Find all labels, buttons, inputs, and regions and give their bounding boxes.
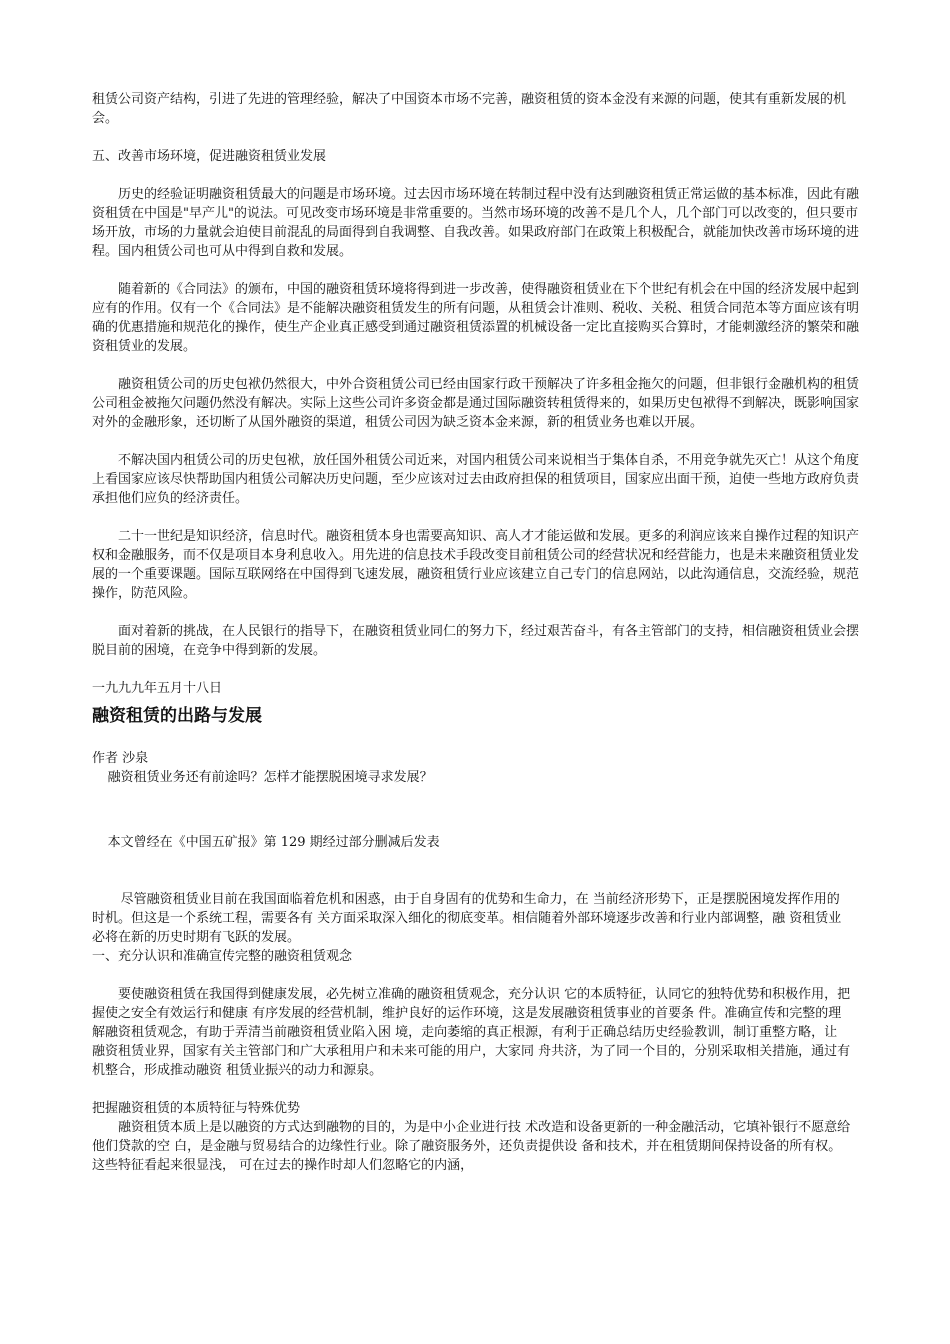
paragraph-essence: 融资租赁本质上是以融资的方式达到融物的目的，为是中小企业进行技 术改造和设备更新的一种金融活动，它填补银行不愿意给他们贷款的空 白，是金融与贸易结合的边缘性行业。除了融资服务外，还负责提供设 备和技术，并在租赁期间保持设备的所有权。这些特征看起来很显浅， 可在过去的操作时却人们忽略它的内涵，: [92, 1120, 851, 1173]
paragraph-concept: 要使融资租赁在我国得到健康发展，必先树立准确的融资租赁观念，充分认识 它的本质特征，认同它的独特优势和积极作用，把握使之安全有效运行和健康 有序发展的经营机制，维护良好的运作环境，这是发展融资租赁事业的首要条 件。准确宣传和完整的理解融资租赁观念，有助于弄清当前融资租赁业陷入困 境，走向萎缩的真正根源，有利于正确总结历史经验教训，制订重整方略，让 融资租赁业界，国家有关主管部门和广大承租用户和未来可能的用户，大家同 舟共济，为了同一个目的，分别采取相关措施，通过有机整合，形成推动融资 租赁业振兴的动力和源泉。: [92, 987, 851, 1078]
article-title: 融资租赁的出路与发展: [92, 706, 262, 726]
paragraph-domestic-companies: 不解决国内租赁公司的历史包袱，放任国外租赁公司近来，对国内租赁公司来说相当于集体自杀，不用竞争就先灭亡！从这个角度上看国家应该尽快帮助国内租赁公司解决历史问题，至少应该对过去由政府担保的租赁项目，国家应出面干预，迫使一些地方政府负责承担他们应负的经济责任。: [92, 453, 860, 506]
paragraph-continuation: 租赁公司资产结构，引进了先进的管理经验，解决了中国资本市场不完善，融资租赁的资本金没有来源的问题，使其有重新发展的机会。: [92, 92, 847, 126]
section-heading-1: 一、充分认识和准确宣传完整的融资租赁观念: [92, 949, 353, 964]
article-lead: 融资租赁业务还有前途吗？怎样才能摆脱困境寻求发展？: [107, 770, 433, 785]
paragraph-market-environment: 历史的经验证明融资租赁最大的问题是市场环境。过去因市场环境在转制过程中没有达到融资租赁正常运做的基本标准，因此有融资租赁在中国是"早产儿"的说法。可见改变市场环境是非常重要的。当然市场环境的改善不是几个人，几个部门可以改变的，但只要市场开放，市场的力量就会迫使目前混乱的局面得到自我调整、自我改善。如果政府部门在政策上积极配合，就能加快改善市场环境的进程。国内租赁公司也可从中得到自救和发展。: [92, 187, 860, 259]
paragraph-intro: 尽管融资租赁业目前在我国面临着危机和困惑，由于自身固有的优势和生命力，在 当前经济形势下，正是摆脱困境发挥作用的时机。但这是一个系统工程，需要各有 关方面采取深入细化的彻底变革。相信随着外部环境逐步改善和行业内部调整，融 资租赁业必将在新的历史时期有飞跃的发展。: [92, 892, 842, 945]
paragraph-historical-burden: 融资租赁公司的历史包袱仍然很大，中外合资租赁公司已经由国家行政干预解决了许多租金拖欠的问题，但非银行金融机构的租赁公司租金被拖欠问题仍然没有解决。实际上这些公司许多资金都是通过国际融资转租赁得来的，如果历史包袱得不到解决，既影响国家对外的金融形象，还切断了从国外融资的渠道，租赁公司因为缺乏资本金来源，新的租赁业务也难以开展。: [92, 377, 860, 430]
author-line: 作者 沙泉: [92, 751, 149, 766]
paragraph-contract-law: 随着新的《合同法》的颁布，中国的融资租赁环境将得到进一步改善，使得融资租赁业在下个世纪有机会在中国的经济发展中起到应有的作用。仅有一个《合同法》是不能解决融资租赁发生的所有问题，从租赁会计准则、税收、关税、租赁合同范本等方面应该有明确的优惠措施和规范化的操作，使生产企业真正感受到通过融资租赁添置的机械设备一定比直接购买合算时，才能刺激经济的繁荣和融资租赁业的发展。: [92, 282, 860, 354]
paragraph-new-challenges: 面对着新的挑战，在人民银行的指导下，在融资租赁业同仁的努力下，经过艰苦奋斗，有各主管部门的支持，相信融资租赁业会摆脱目前的困境，在竞争中得到新的发展。: [92, 624, 860, 658]
publication-note: 本文曾经在《中国五矿报》第 129 期经过部分删减后发表: [107, 835, 440, 850]
paragraph-knowledge-economy: 二十一世纪是知识经济，信息时代。融资租赁本身也需要高知识、高人才才能运做和发展。更多的利润应该来自操作过程的知识产权和金融服务，而不仅是项目本身利息收入。用先进的信息技术手段改变目前租赁公司的经营状况和经营能力，也是未来融资租赁业发展的一个重要课题。国际互联网络在中国得到飞速发展，融资租赁行业应该建立自己专门的信息网站，以此沟通信息，交流经验，规范操作，防范风险。: [92, 529, 860, 601]
subheading-essence: 把握融资租赁的本质特征与特殊优势: [92, 1101, 301, 1116]
section-heading-5: 五、改善市场环境，促进融资租赁业发展: [92, 149, 327, 164]
document-page: [92, 90, 864, 1175]
date-line: 一九九九年五月十八日: [92, 681, 223, 696]
